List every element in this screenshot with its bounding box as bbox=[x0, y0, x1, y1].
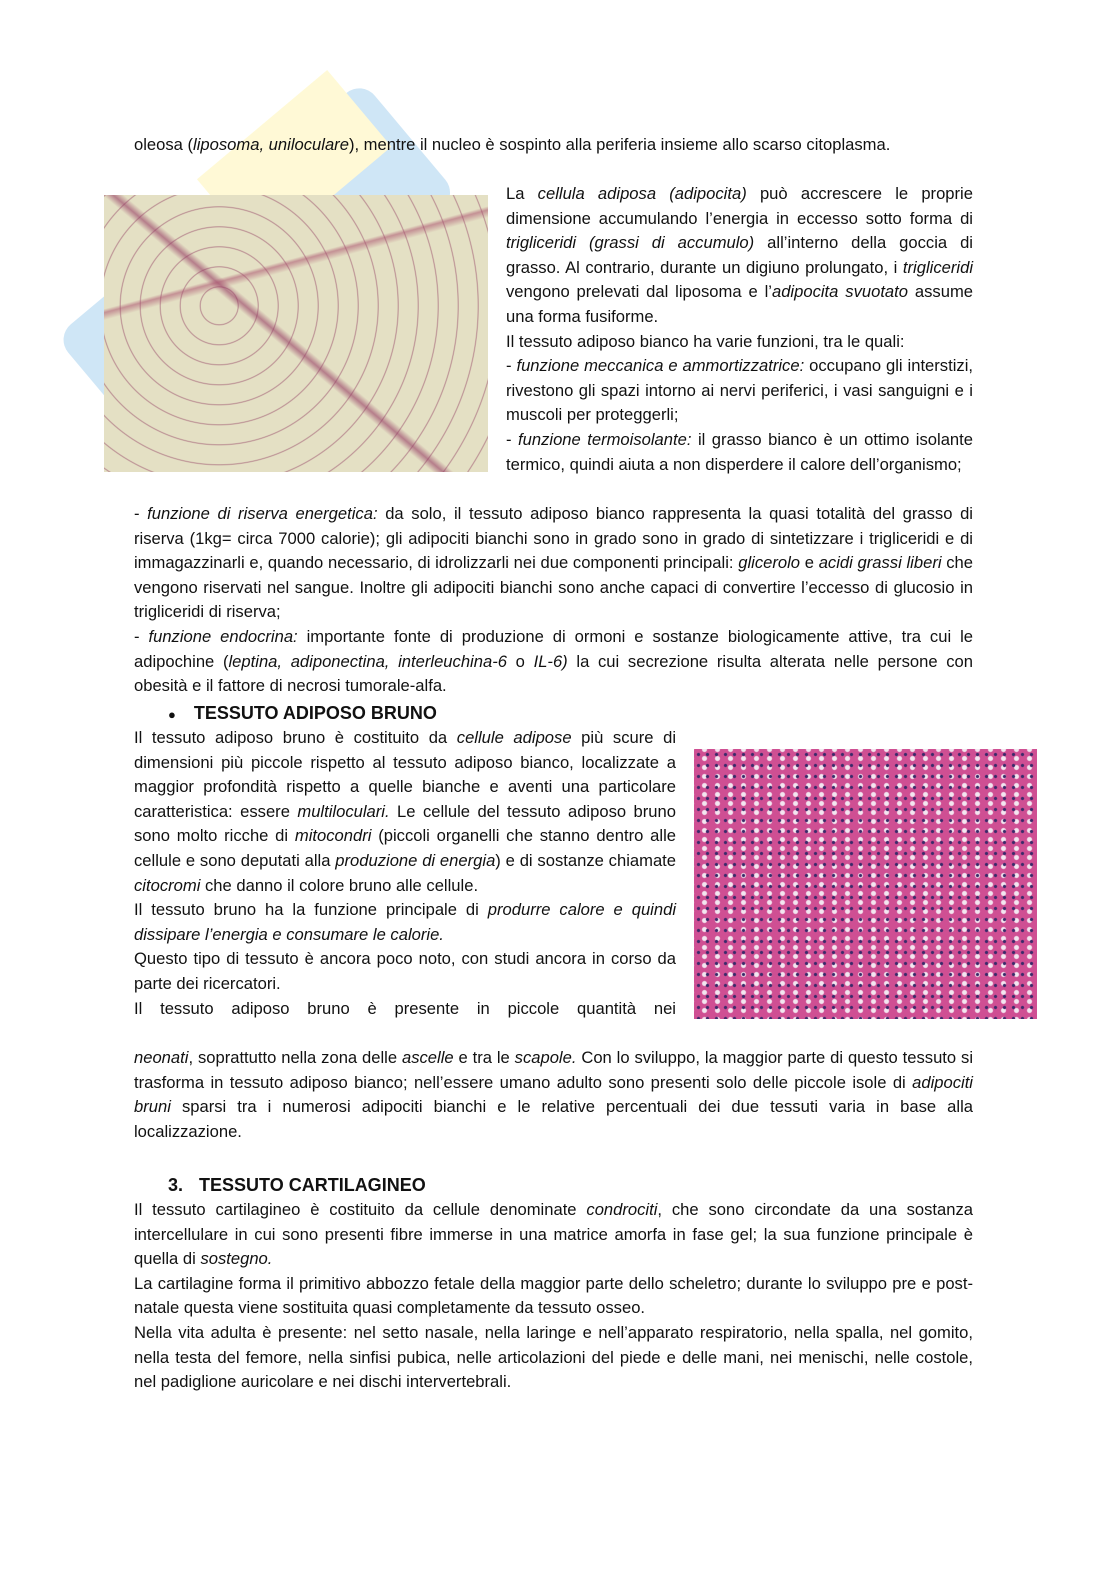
paragraph bbox=[134, 1272, 973, 1321]
italic-text: multiloculari. bbox=[297, 801, 390, 821]
paragraph bbox=[134, 1046, 973, 1144]
paragraph bbox=[506, 354, 973, 428]
paragraph bbox=[134, 997, 676, 1022]
text-span: Le cellule del tessuto adiposo bruno sono molto ricche di bbox=[134, 801, 676, 846]
italic-text: funzione di riserva energetica: bbox=[147, 504, 378, 523]
text-span: all’interno della goccia di grasso. Al contrario, durante un digiuno prolungato, i bbox=[506, 233, 973, 277]
brown-adipose-tissue-micrograph bbox=[694, 749, 1037, 1019]
italic-text: trigliceridi (grassi di accumulo) bbox=[506, 233, 755, 253]
italic-text: adipociti bruni bbox=[134, 1072, 973, 1117]
italic-text: ascelle bbox=[401, 1048, 454, 1067]
heading-text: TESSUTO ADIPOSO BRUNO bbox=[193, 703, 437, 723]
italic-text: funzione meccanica e ammortizzatrice: bbox=[516, 356, 805, 376]
text-span: - bbox=[134, 504, 148, 523]
italic-text: IL-6) bbox=[533, 651, 568, 671]
text-span: - bbox=[134, 626, 149, 646]
text-span: vengono prelevati dal liposoma e l’ bbox=[506, 282, 772, 302]
text-span: Il tessuto bruno ha la funzione principale di bbox=[134, 900, 488, 920]
italic-text: cellula adiposa (adipocita) bbox=[537, 184, 747, 203]
italic-text: leptina, adiponectina, interleuchina-6 bbox=[228, 651, 507, 671]
italic-text: sostegno. bbox=[200, 1249, 273, 1269]
paragraph bbox=[134, 502, 973, 625]
brown-adipose-text bbox=[134, 726, 676, 1021]
heading-number: 3. bbox=[168, 1175, 184, 1195]
italic-text: glicerolo bbox=[738, 553, 801, 573]
cartilage-text bbox=[134, 1198, 973, 1395]
text-span: Il tessuto adiposo bianco ha varie funzioni, tra le quali: bbox=[506, 331, 905, 351]
text-span: Questo tipo di tessuto è ancora poco noto, con studi ancora in corso da parte dei ricercatori. bbox=[134, 949, 676, 993]
italic-text: cellule adipose bbox=[456, 728, 572, 747]
white-adipose-more-functions-text bbox=[134, 502, 973, 699]
text-span: La cartilagine forma il primitivo abbozzo fetale della maggior parte dello scheletro; durante lo sviluppo pre e post-natale questa viene sostituita quasi completamente da tessuto osseo. bbox=[134, 1273, 973, 1318]
italic-text: funzione termoisolante: bbox=[518, 429, 692, 449]
heading-text: TESSUTO CARTILAGINEO bbox=[199, 1175, 426, 1195]
text-span: ) e di sostanze chiamate bbox=[495, 850, 677, 870]
paragraph bbox=[506, 330, 973, 355]
paragraph bbox=[134, 898, 676, 947]
text-span: più scure di dimensioni più piccole rispetto al tessuto adiposo bianco, localizzate a maggior profondità rispetto a quelle bianche e aventi una particolare caratteristica: essere bbox=[134, 728, 677, 821]
bullet-icon: ● bbox=[168, 707, 176, 722]
text-span: , che sono circondate da una sostanza intercellulare in cui sono presenti fibre immerse in una matrice amorfa in fase gel; la sua funzione principale è quella di bbox=[134, 1200, 973, 1269]
text-span: che danno il colore bruno alle cellule. bbox=[200, 875, 479, 895]
paragraph bbox=[134, 1198, 973, 1272]
text-span: Il tessuto adiposo bruno è costituito da bbox=[134, 728, 457, 747]
text-span: sparsi tra i numerosi adipociti bianchi e le relative percentuali dei due tessuti varia in base alla localizzazione. bbox=[134, 1097, 973, 1141]
italic-text: acidi grassi liberi bbox=[818, 553, 942, 573]
italic-text: trigliceridi bbox=[902, 257, 973, 277]
italic-text: liposoma, uniloculare bbox=[193, 135, 349, 154]
paragraph bbox=[506, 182, 973, 330]
text-span: La bbox=[506, 184, 538, 203]
text-span: assume una forma fusiforme. bbox=[506, 282, 974, 326]
text-span: (piccoli organelli che stanno dentro alle cellule e sono deputati alla bbox=[134, 826, 676, 870]
text-span: e tra le bbox=[453, 1048, 515, 1067]
text-span: , soprattutto nella zona delle bbox=[188, 1048, 402, 1067]
white-adipose-tissue-micrograph bbox=[104, 195, 488, 472]
paragraph bbox=[134, 1321, 973, 1395]
italic-text: produzione di energia bbox=[335, 850, 496, 870]
italic-text: citocromi bbox=[134, 875, 201, 895]
text-span: Il tessuto cartilagineo è costituito da cellule denominate bbox=[134, 1200, 587, 1219]
italic-text: produrre calore e quindi dissipare l’energia e consumare le calorie. bbox=[134, 900, 677, 944]
italic-text: funzione endocrina: bbox=[148, 626, 298, 646]
text-span: il grasso bianco è un ottimo isolante termico, quindi aiuta a non disperdere il calore dell’organismo; bbox=[506, 429, 973, 474]
text-span: da solo, il tessuto adiposo bianco rappresenta la quasi totalità del grasso di riserva (1kg= circa 7000 calorie); gli adipociti bianchi sono in grado sono in grado di sintetizzare i trigliceridi e di immagazzinarli e, quando necessario, di idrolizzarli nei due componenti principali: bbox=[134, 504, 973, 573]
intro-text bbox=[134, 133, 973, 158]
paragraph bbox=[134, 726, 676, 898]
heading-brown-adipose bbox=[168, 701, 437, 727]
text-span: può accrescere le proprie dimensione accumulando l’energia in eccesso sotto forma di bbox=[506, 184, 973, 228]
heading-cartilage bbox=[168, 1173, 426, 1197]
text-span: Con lo sviluppo, la maggior parte di questo tessuto si trasforma in tessuto adiposo bianco; nell’essere umano adulto sono presenti solo delle piccole isole di bbox=[134, 1048, 974, 1092]
text-span: importante fonte di produzione di ormoni e sostanze biologicamente attive, tra cui le adipochine ( bbox=[134, 626, 974, 671]
italic-text: condrociti bbox=[586, 1200, 658, 1219]
paragraph bbox=[506, 428, 973, 477]
italic-text: scapole. bbox=[514, 1048, 577, 1067]
text-span: occupano gli interstizi, rivestono gli spazi intorno ai nervi periferici, i vasi sanguigni e i muscoli per proteggerli; bbox=[506, 356, 973, 425]
text-span: - bbox=[506, 356, 517, 376]
text-span: o bbox=[506, 651, 534, 671]
white-adipose-functions-text bbox=[506, 182, 973, 477]
italic-text: adipocita svuotato bbox=[771, 282, 909, 302]
text-span: la cui secrezione risulta alterata nelle persone con obesità e il fattore di necrosi tumorale-alfa. bbox=[134, 651, 974, 696]
text-span: Il tessuto adiposo bruno è presente in piccole quantità nei bbox=[134, 998, 676, 1018]
brown-adipose-continued-text bbox=[134, 1046, 973, 1144]
paragraph bbox=[134, 947, 676, 996]
text-span: ), mentre il nucleo è sospinto alla periferia insieme allo scarso citoplasma. bbox=[348, 135, 891, 154]
text-span: - bbox=[506, 429, 519, 449]
italic-text: neonati bbox=[134, 1048, 189, 1067]
italic-text: mitocondri bbox=[294, 826, 372, 846]
text-span: Nella vita adulta è presente: nel setto nasale, nella laringe e nell’apparato respiratorio, nella spalla, nel gomito, nella testa del femore, nella sinfisi pubica, nelle articolazioni del piede e delle mani, nei menischi, nelle costole, nel padiglione auricolare e nei dischi intervertebrali. bbox=[134, 1322, 973, 1392]
paragraph bbox=[134, 625, 973, 699]
text-span: che vengono riservati nel sangue. Inoltre gli adipociti bianchi sono anche capaci di convertire l’eccesso di glucosio in trigliceridi di riserva; bbox=[134, 553, 974, 622]
text-span: e bbox=[800, 553, 819, 573]
paragraph bbox=[134, 133, 973, 158]
text-span: oleosa ( bbox=[134, 135, 194, 154]
